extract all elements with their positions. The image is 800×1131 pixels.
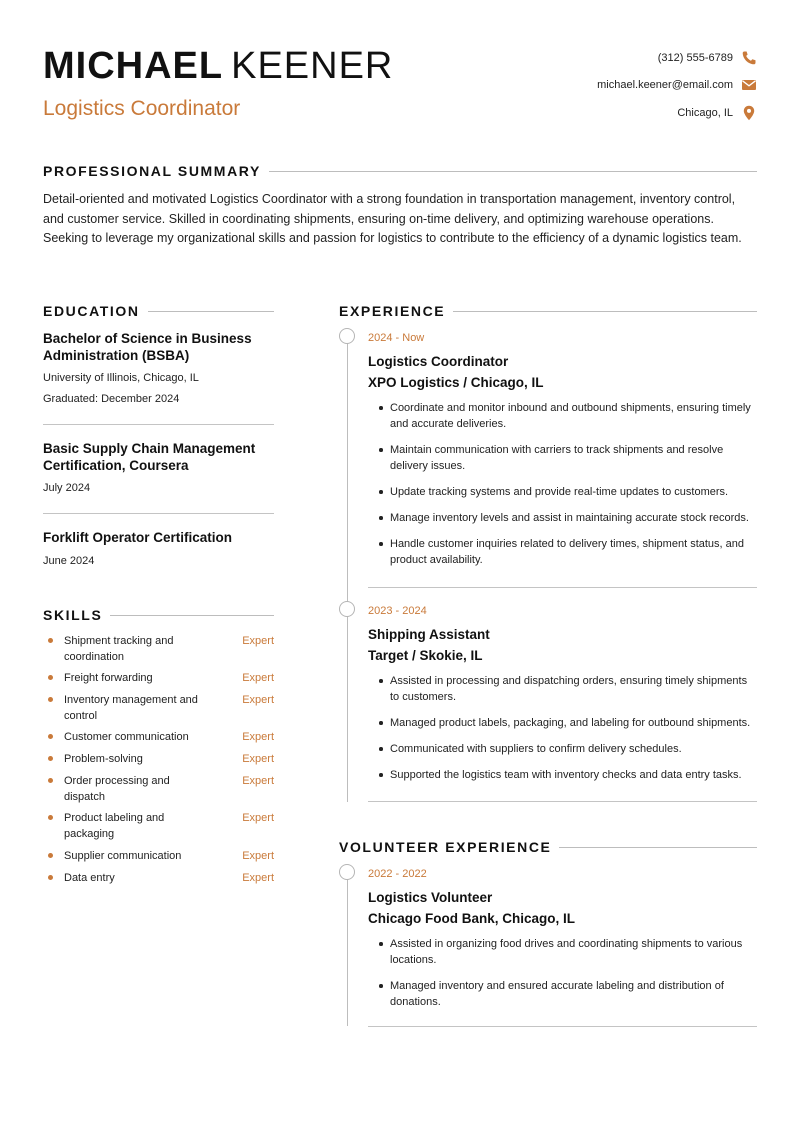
phone-icon [741, 50, 757, 66]
experience-date: 2023 - 2024 [368, 605, 427, 617]
volunteer-divider [368, 1026, 757, 1027]
skill-level: Expert [242, 672, 274, 684]
skill-name: Inventory management and control [64, 694, 198, 722]
experience-bullets [368, 673, 758, 783]
skill-level: Expert [242, 731, 274, 743]
education-date: July 2024 [43, 482, 91, 494]
skill-level: Expert [242, 753, 274, 765]
volunteer-date: 2022 - 2022 [368, 868, 427, 880]
bullet-dot-icon [48, 853, 53, 858]
skill-name: Product labeling and packaging [64, 812, 165, 840]
experience-bullet: Supported the logistics team with inventory checks and data entry tasks. [368, 767, 758, 783]
skill-level: Expert [242, 775, 274, 787]
skill-name: Customer communication [64, 731, 189, 743]
volunteer-heading: VOLUNTEER EXPERIENCE [339, 839, 552, 855]
education-heading-row [43, 303, 274, 319]
education-date: June 2024 [43, 554, 95, 567]
education-date: Graduated: December 2024 [43, 393, 180, 405]
experience-divider [368, 801, 757, 802]
education-degree: Basic Supply Chain Management Certification, Coursera [43, 441, 256, 473]
experience-role: Logistics Coordinator [368, 354, 509, 369]
contact-location [457, 99, 757, 127]
contact-phone [457, 44, 757, 72]
skill-name: Order processing and dispatch [64, 775, 170, 803]
skill-name: Data entry [64, 872, 115, 884]
contact-info [457, 44, 757, 127]
skills-heading-row [43, 607, 274, 623]
skill-name: Supplier communication [64, 850, 182, 862]
location-pin-icon [741, 105, 757, 121]
skills-heading: SKILLS [43, 607, 103, 623]
experience-bullet: Coordinate and monitor inbound and outbound shipments, ensuring timely and accurate deliveries. [368, 400, 758, 432]
education-item [43, 441, 274, 495]
education-degree: Forklift Operator Certification [43, 530, 233, 545]
skill-level: Expert [242, 850, 274, 862]
education-item [43, 530, 274, 568]
experience-role: Shipping Assistant [368, 627, 490, 642]
experience-company: XPO Logistics / Chicago, IL [368, 375, 544, 390]
education-heading-line [148, 311, 274, 312]
experience-heading-line [453, 311, 757, 312]
experience-heading-row [339, 303, 757, 319]
volunteer-timeline-line [347, 872, 348, 1026]
volunteer-item [368, 867, 758, 1020]
phone-text[interactable]: (312) 555-6789 [657, 51, 733, 64]
experience-bullet: Managed product labels, packaging, and labeling for outbound shipments. [368, 715, 758, 731]
bullet-dot-icon [48, 875, 53, 880]
experience-bullet: Manage inventory levels and assist in maintaining accurate stock records. [368, 510, 758, 526]
timeline-dot-icon [339, 601, 355, 617]
bullet-dot-icon [48, 756, 53, 761]
education-divider [43, 513, 274, 514]
experience-heading: EXPERIENCE [339, 303, 446, 319]
bullet-dot-icon [48, 697, 53, 702]
experience-bullets [368, 400, 758, 568]
timeline-dot-icon [339, 864, 355, 880]
location-text: Chicago, IL [677, 106, 733, 119]
education-school: University of Illinois, Chicago, IL [43, 372, 199, 384]
job-title: Logistics Coordinator [43, 97, 241, 120]
skill-name: Freight forwarding [64, 672, 153, 684]
bullet-dot-icon [48, 734, 53, 739]
summary-heading-line [269, 171, 757, 172]
experience-bullet: Communicated with suppliers to confirm delivery schedules. [368, 741, 758, 757]
experience-company: Target / Skokie, IL [368, 648, 483, 663]
education-heading: EDUCATION [43, 303, 140, 319]
first-name: MICHAEL [43, 45, 224, 87]
education-item [43, 331, 274, 406]
skill-level: Expert [242, 694, 274, 706]
volunteer-heading-row [339, 839, 757, 855]
skills-heading-line [110, 615, 274, 616]
volunteer-bullet: Managed inventory and ensured accurate labeling and distribution of donations. [368, 978, 758, 1010]
experience-bullet: Assisted in processing and dispatching orders, ensuring timely shipments to customers. [368, 673, 758, 705]
skill-name: Problem-solving [64, 753, 143, 765]
bullet-dot-icon [48, 778, 53, 783]
email-text[interactable]: michael.keener@email.com [597, 79, 733, 92]
experience-date: 2024 - Now [368, 332, 425, 344]
skill-level: Expert [242, 635, 274, 647]
email-icon [741, 77, 757, 93]
contact-email [457, 72, 757, 100]
summary-heading-row [43, 163, 757, 179]
volunteer-heading-line [559, 847, 757, 848]
timeline-dot-icon [339, 328, 355, 344]
bullet-dot-icon [48, 675, 53, 680]
volunteer-role: Logistics Volunteer [368, 890, 493, 905]
volunteer-bullet: Assisted in organizing food drives and coordinating shipments to various locations. [368, 936, 758, 968]
skill-level: Expert [242, 872, 274, 884]
summary-text: Detail-oriented and motivated Logistics Coordinator with a strong foundation in transportation management, inventory control, and customer service. Skilled in coordinating shipments, ensuring on-time delivery, and optimizing warehouse operations. Seeking to leverage my organizational skills and passion for logistics to contribute to the efficiency of a dynamic logistics team. [43, 192, 742, 245]
bullet-dot-icon [48, 638, 53, 643]
skill-level: Expert [242, 812, 274, 824]
volunteer-organization: Chicago Food Bank, Chicago, IL [368, 911, 576, 926]
education-divider [43, 424, 274, 425]
skill-name: Shipment tracking and coordination [64, 635, 174, 663]
experience-item [368, 331, 758, 578]
bullet-dot-icon [48, 815, 53, 820]
experience-bullet: Update tracking systems and provide real-time updates to customers. [368, 484, 758, 500]
summary-heading: PROFESSIONAL SUMMARY [43, 163, 261, 179]
experience-timeline-line [347, 336, 348, 802]
education-degree: Bachelor of Science in Business Administration (BSBA) [43, 331, 252, 363]
experience-bullet: Maintain communication with carriers to track shipments and resolve delivery issues. [368, 442, 758, 474]
resume-header [43, 44, 757, 124]
experience-bullet: Handle customer inquiries related to delivery times, shipment status, and product availability. [368, 536, 758, 568]
experience-divider [368, 587, 757, 588]
volunteer-bullets [368, 936, 758, 1010]
last-name: KEENER [231, 45, 394, 87]
experience-item [368, 604, 758, 793]
